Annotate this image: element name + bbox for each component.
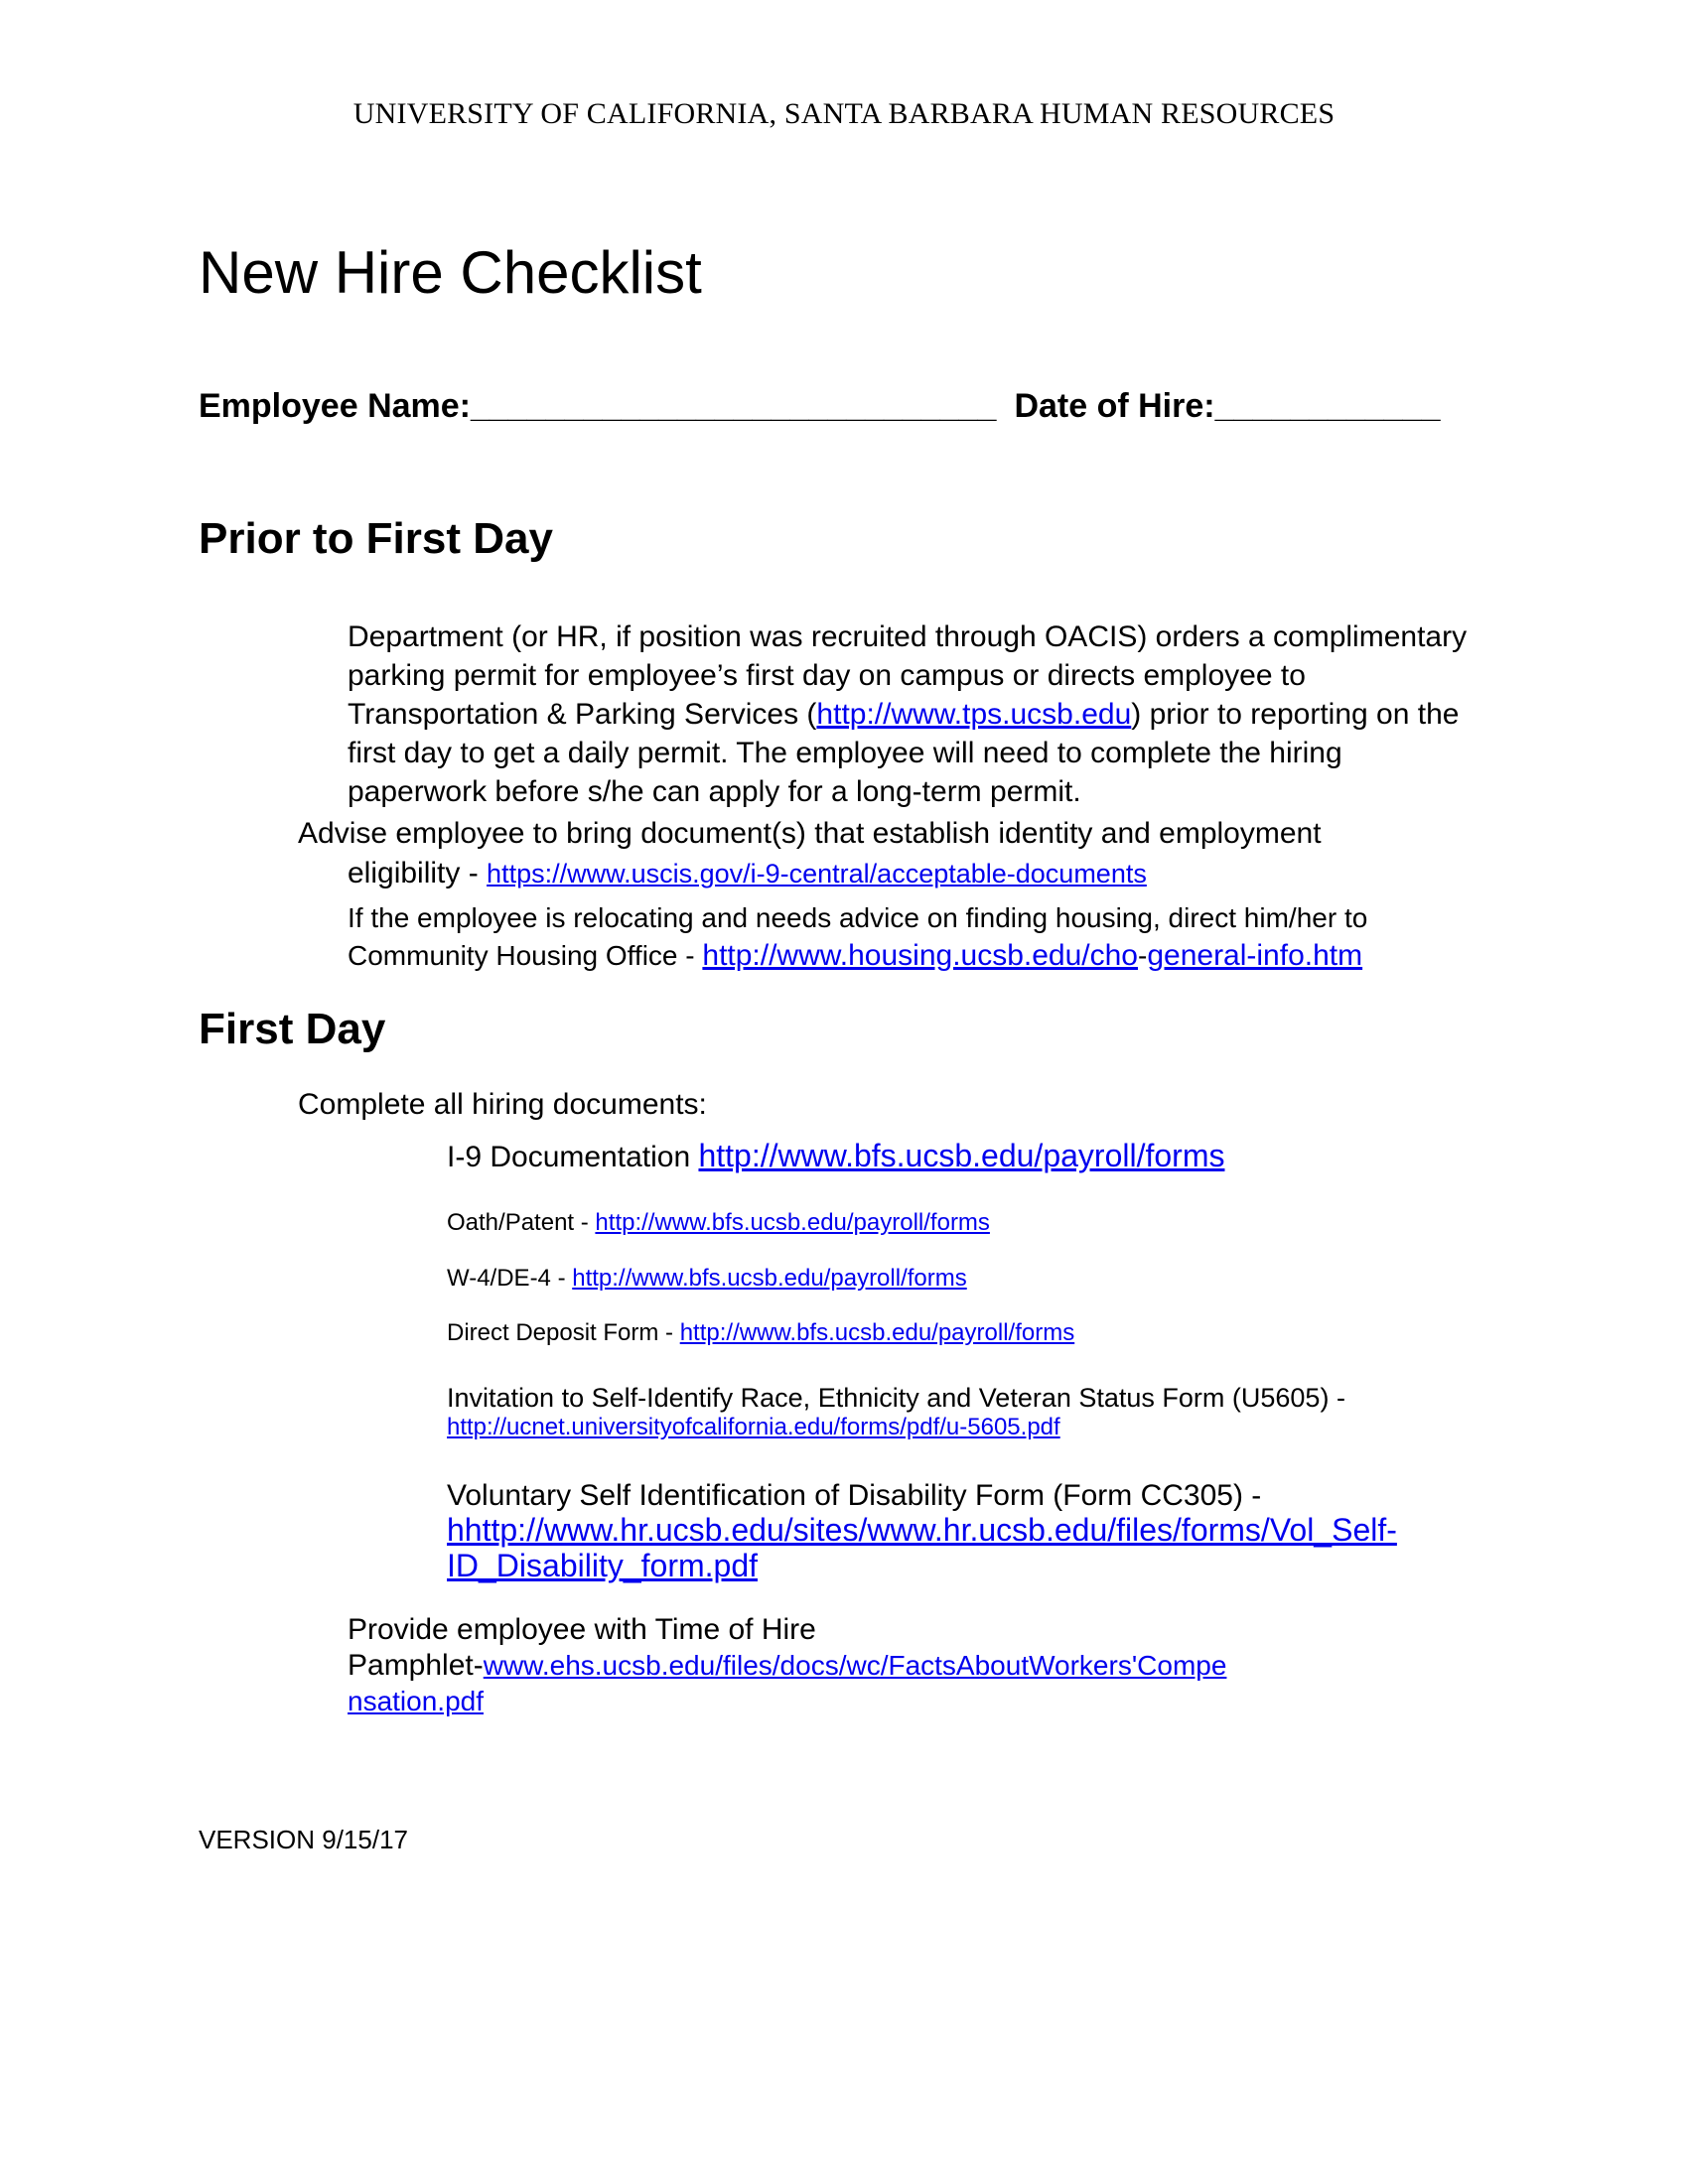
housing-line-1: If the employee is relocating and needs advice on finding housing, direct him/her to bbox=[348, 902, 1368, 933]
item-label: W-4/DE-4 - bbox=[447, 1265, 573, 1292]
housing-link-a[interactable]: http://www.housing.ucsb.edu/cho bbox=[702, 939, 1138, 972]
hiring-docs-intro: Complete all hiring documents: bbox=[298, 1088, 707, 1121]
date-of-hire-field[interactable]: Date of Hire:____________ bbox=[1014, 387, 1441, 425]
disability-form-link-cont[interactable]: ID_Disability_form.pdf bbox=[447, 1548, 758, 1583]
parking-text-1: Department (or HR, if position was recruited through OACIS) orders a complimentary parking permit for employee’s first day on campus or directs employee to Transportation & Parking Services ( bbox=[348, 620, 1468, 731]
first-day-heading: First Day bbox=[199, 1005, 386, 1053]
housing-dash: - bbox=[1138, 940, 1148, 971]
oath-forms-link[interactable]: http://www.bfs.ucsb.edu/payroll/forms bbox=[595, 1209, 990, 1236]
u5605-link[interactable]: http://ucnet.universityofcalifornia.edu/forms/pdf/u-5605.pdf bbox=[447, 1414, 1060, 1440]
list-item bbox=[447, 1319, 1074, 1347]
list-item bbox=[447, 1209, 990, 1237]
pamphlet-paragraph bbox=[348, 1612, 1226, 1719]
letterhead: UNIVERSITY OF CALIFORNIA, SANTA BARBARA HUMAN RESOURCES bbox=[352, 97, 1336, 130]
housing-link-b[interactable]: general-info.htm bbox=[1147, 939, 1363, 972]
list-item bbox=[447, 1479, 1397, 1584]
pamphlet-link-cont[interactable]: nsation.pdf bbox=[348, 1686, 484, 1716]
housing-line-2: Community Housing Office - bbox=[348, 940, 703, 971]
item-label: Invitation to Self-Identify Race, Ethnicity and Veteran Status Form (U5605) - bbox=[447, 1383, 1345, 1413]
prior-heading: Prior to First Day bbox=[199, 514, 553, 563]
pamphlet-line-1: Provide employee with Time of Hire bbox=[348, 1613, 816, 1646]
w4-forms-link[interactable]: http://www.bfs.ucsb.edu/payroll/forms bbox=[572, 1265, 967, 1292]
item-label: I-9 Documentation bbox=[447, 1141, 699, 1173]
pamphlet-link[interactable]: www.ehs.ucsb.edu/files/docs/wc/FactsAboutWorkers'Compe bbox=[483, 1650, 1227, 1681]
list-item bbox=[447, 1384, 1345, 1441]
advise-line-1: Advise employee to bring document(s) that establish identity and employment bbox=[298, 817, 1322, 850]
item-label: Direct Deposit Form - bbox=[447, 1319, 680, 1346]
housing-paragraph bbox=[348, 899, 1367, 975]
item-label: Oath/Patent - bbox=[447, 1209, 596, 1236]
employee-fields bbox=[199, 387, 1441, 426]
version-label: VERSION 9/15/17 bbox=[199, 1825, 408, 1854]
item-label: Voluntary Self Identification of Disability Form (Form CC305) - bbox=[447, 1479, 1262, 1512]
i9-forms-link[interactable]: http://www.bfs.ucsb.edu/payroll/forms bbox=[698, 1138, 1225, 1173]
disability-form-link[interactable]: hhttp://www.hr.ucsb.edu/sites/www.hr.ucsb.edu/files/forms/Vol_Self- bbox=[447, 1512, 1397, 1548]
employee-name-field[interactable]: Employee Name:____________________________ bbox=[199, 387, 997, 425]
advise-paragraph bbox=[298, 814, 1322, 893]
list-item bbox=[447, 1265, 967, 1293]
parking-text-2: ) prior to reporting on the first day to get a daily permit. The employee will need to complete the hiring paperwork before s/he can apply for a long-term permit. bbox=[348, 698, 1460, 808]
page-title: New Hire Checklist bbox=[199, 239, 702, 306]
tps-link[interactable]: http://www.tps.ucsb.edu bbox=[816, 698, 1132, 731]
pamphlet-prefix: Pamphlet- bbox=[348, 1649, 484, 1682]
advise-line-2: eligibility - bbox=[348, 857, 488, 889]
parking-paragraph bbox=[348, 617, 1479, 811]
direct-deposit-link[interactable]: http://www.bfs.ucsb.edu/payroll/forms bbox=[679, 1319, 1075, 1346]
uscis-link[interactable]: https://www.uscis.gov/i-9-central/acceptable-documents bbox=[487, 859, 1147, 888]
list-item bbox=[447, 1138, 1224, 1174]
